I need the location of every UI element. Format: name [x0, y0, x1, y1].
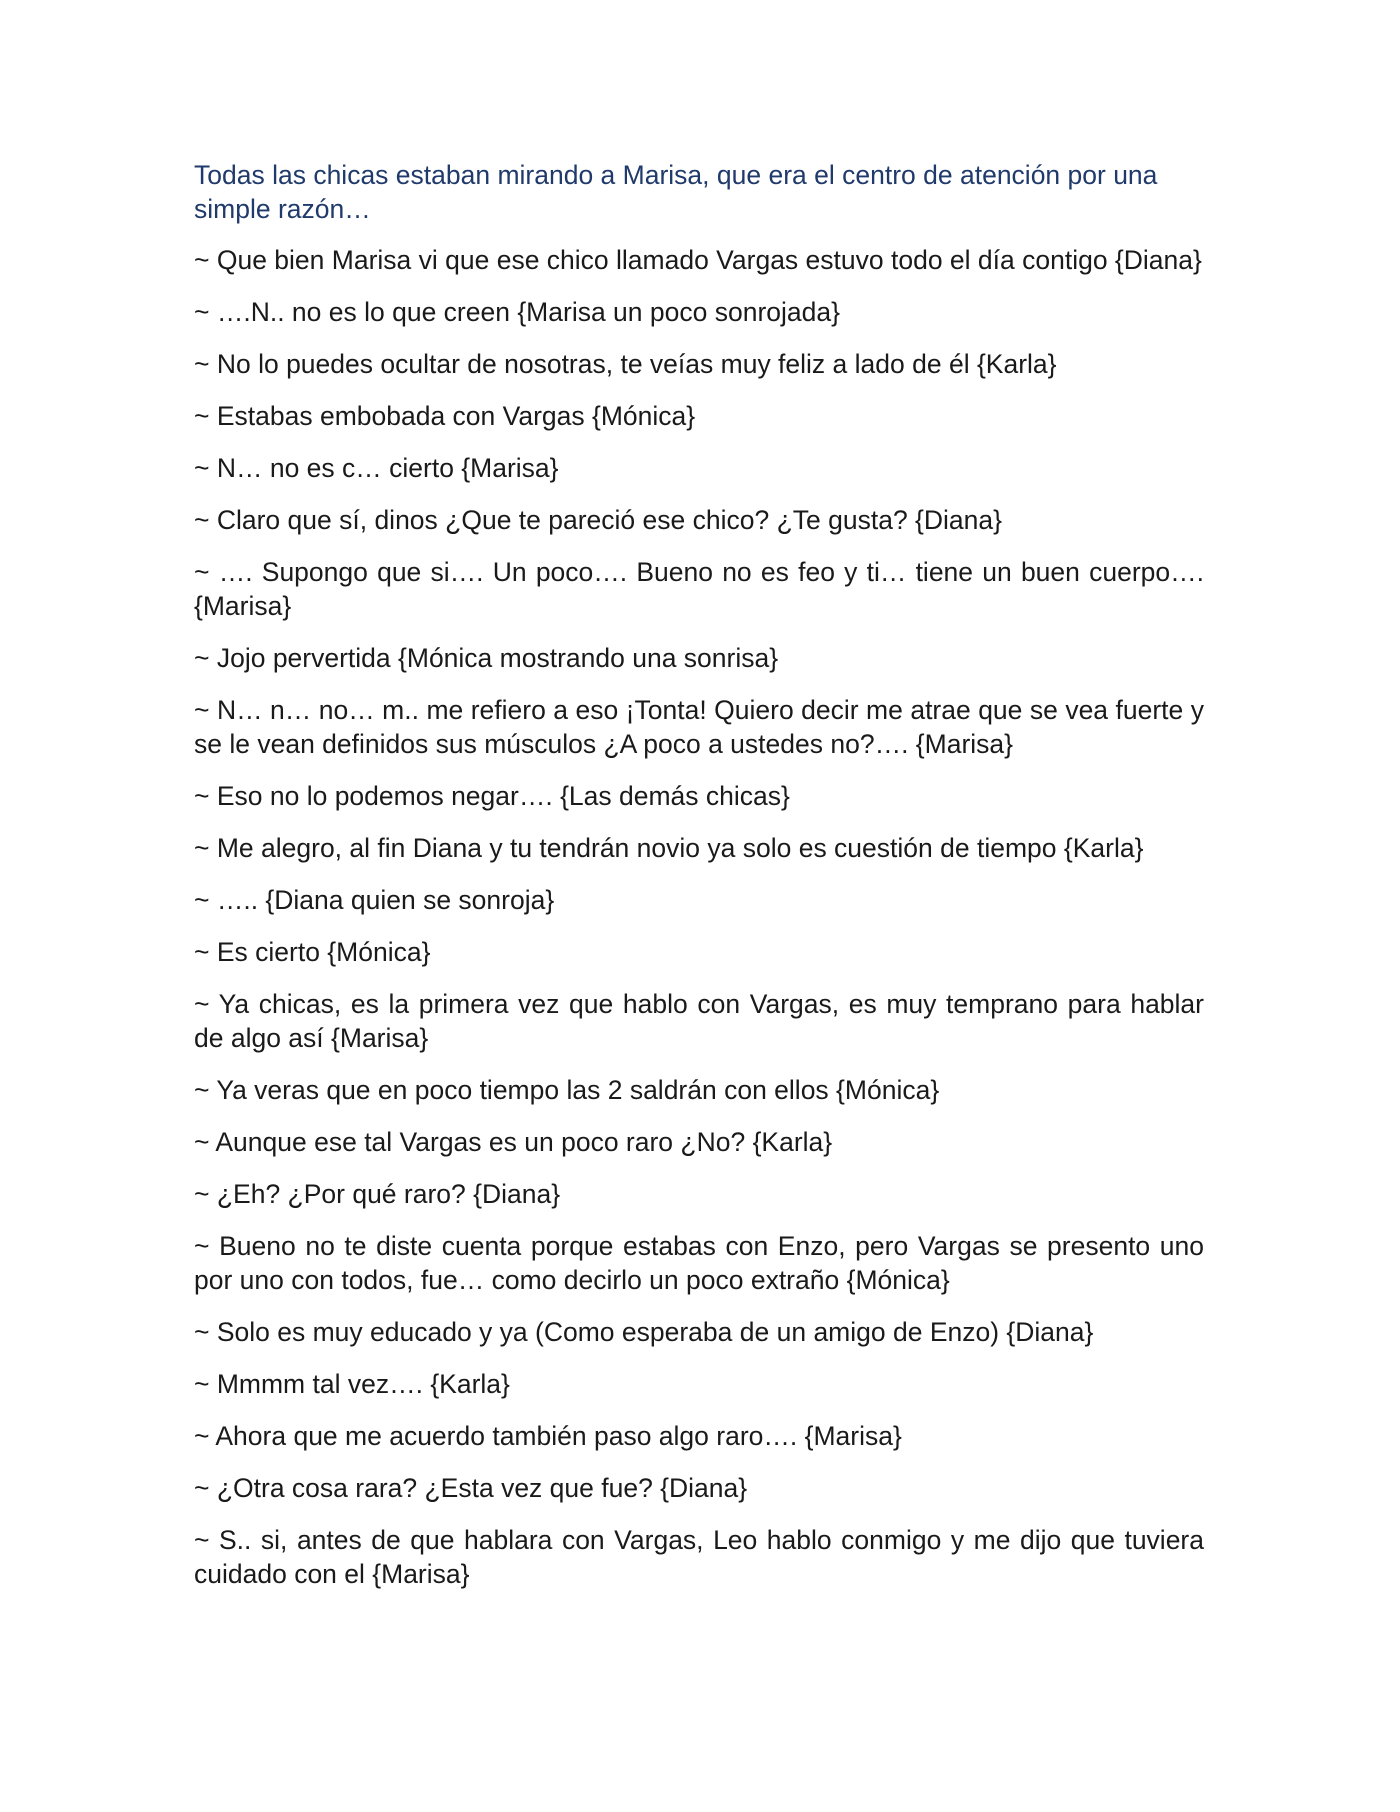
- dialogue-line: ~ Mmmm tal vez…. {Karla}: [194, 1369, 510, 1399]
- document-page: [194, 158, 1204, 1609]
- dialogue-line: ~ ¿Eh? ¿Por qué raro? {Diana}: [194, 1179, 561, 1209]
- dialogue-line: ~ Es cierto {Mónica}: [194, 937, 431, 967]
- dialogue-line: ~ Ya chicas, es la primera vez que hablo con Vargas, es muy temprano para hablar de algo así {Marisa}: [194, 989, 1204, 1053]
- dialogue-line: ~ ….N.. no es lo que creen {Marisa un poco sonrojada}: [194, 297, 840, 327]
- dialogue-line: ~ Aunque ese tal Vargas es un poco raro ¿No? {Karla}: [194, 1127, 833, 1157]
- dialogue-line: ~ No lo puedes ocultar de nosotras, te veías muy feliz a lado de él {Karla}: [194, 349, 1057, 379]
- dialogue-line: ~ Ahora que me acuerdo también paso algo raro…. {Marisa}: [194, 1421, 902, 1451]
- dialogue-line: ~ Solo es muy educado y ya (Como esperaba de un amigo de Enzo) {Diana}: [194, 1317, 1094, 1347]
- dialogue-line: ~ Eso no lo podemos negar…. {Las demás chicas}: [194, 781, 790, 811]
- dialogue-line: ~ ¿Otra cosa rara? ¿Esta vez que fue? {Diana}: [194, 1473, 748, 1503]
- dialogue-line: ~ Jojo pervertida {Mónica mostrando una sonrisa}: [194, 643, 779, 673]
- dialogue-line: ~ Estabas embobada con Vargas {Mónica}: [194, 401, 696, 431]
- dialogue-line: ~ Me alegro, al fin Diana y tu tendrán novio ya solo es cuestión de tiempo {Karla}: [194, 833, 1144, 863]
- dialogue-line: ~ …. Supongo que si…. Un poco…. Bueno no es feo y ti… tiene un buen cuerpo…. {Marisa}: [194, 557, 1204, 621]
- dialogue-line: ~ Que bien Marisa vi que ese chico llamado Vargas estuvo todo el día contigo {Diana}: [194, 245, 1202, 275]
- dialogue-line: ~ Ya veras que en poco tiempo las 2 saldrán con ellos {Mónica}: [194, 1075, 940, 1105]
- dialogue-line: ~ ….. {Diana quien se sonroja}: [194, 885, 555, 915]
- dialogue-line: ~ Bueno no te diste cuenta porque estabas con Enzo, pero Vargas se presento uno por uno con todos, fue… como decirlo un poco extraño {Mónica}: [194, 1231, 1204, 1295]
- dialogue-line: ~ N… n… no… m.. me refiero a eso ¡Tonta! Quiero decir me atrae que se vea fuerte y se le vean definidos sus músculos ¿A poco a ustedes no?…. {Marisa}: [194, 695, 1204, 759]
- dialogue-line: ~ S.. si, antes de que hablara con Vargas, Leo hablo conmigo y me dijo que tuviera cuidado con el {Marisa}: [194, 1525, 1204, 1589]
- intro-paragraph: Todas las chicas estaban mirando a Marisa, que era el centro de atención por una simple razón…: [194, 160, 1158, 224]
- dialogue-line: ~ N… no es c… cierto {Marisa}: [194, 453, 559, 483]
- dialogue-line: ~ Claro que sí, dinos ¿Que te pareció ese chico? ¿Te gusta? {Diana}: [194, 505, 1002, 535]
